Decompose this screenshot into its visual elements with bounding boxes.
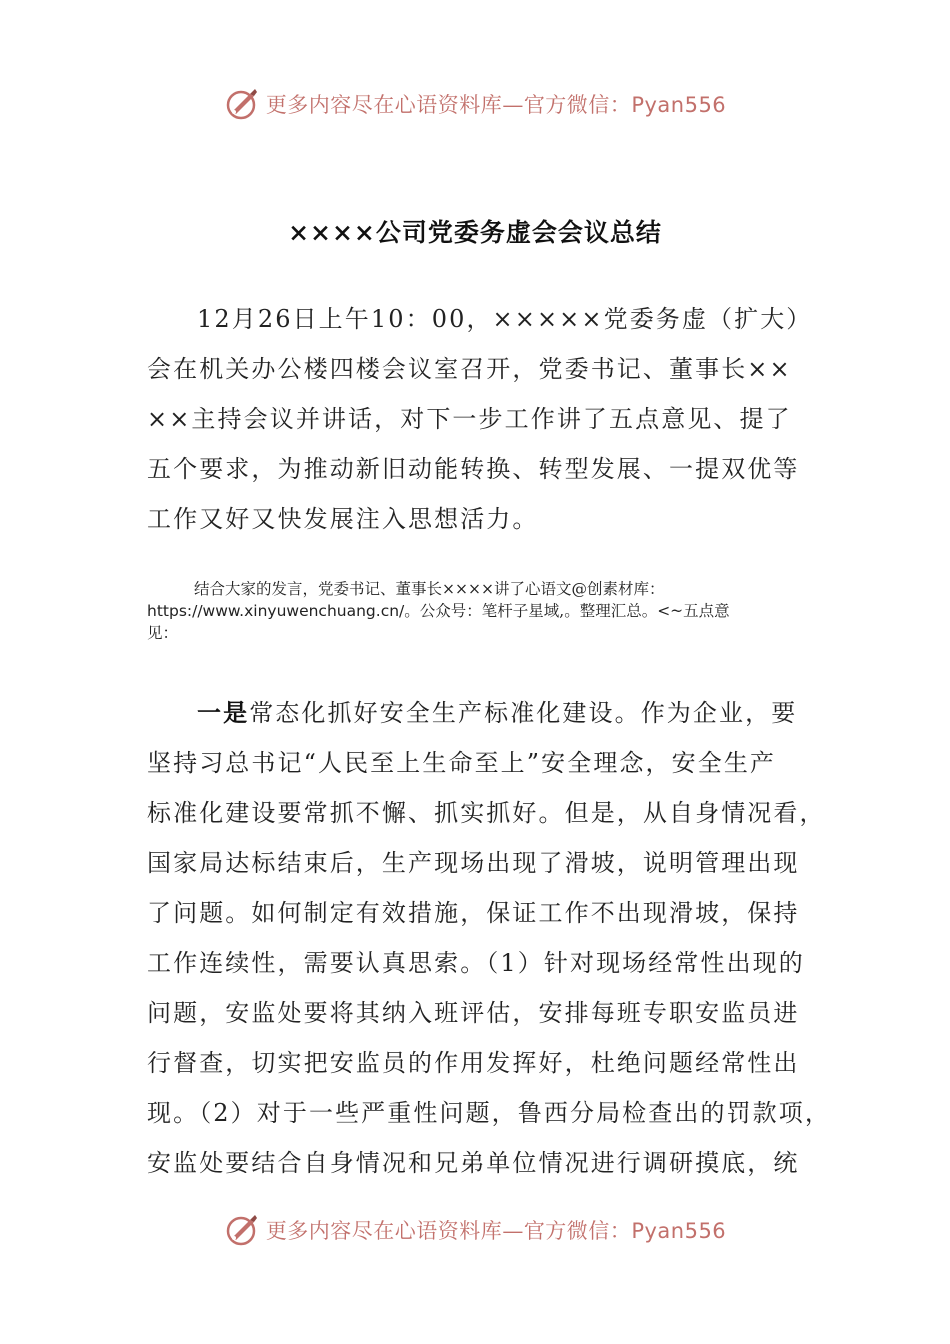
- banner-text: [266, 89, 726, 119]
- text-segment: 常态化抓好安全生产标准化建设。作为企业，要: [249, 699, 798, 727]
- banner-dash: —: [502, 1219, 524, 1243]
- text-line: 见：: [147, 624, 179, 642]
- text-line: 国家局达标结束后，生产现场出现了滑坡，说明管理出现: [147, 849, 800, 877]
- text-line: ××主持会议并讲话，对下一步工作讲了五点意见、提了: [147, 405, 792, 433]
- banner-main: 更多内容尽在心语资料库: [265, 1219, 503, 1243]
- text-line: 了问题。如何制定有效措施，保证工作不出现滑坡，保持: [147, 899, 800, 927]
- text-line: [147, 688, 812, 738]
- text-line: 安监处要结合自身情况和兄弟单位情况进行调研摸底，统: [147, 1149, 800, 1177]
- paragraph-intro: [147, 294, 812, 544]
- text-line: 坚持习总书记“人民至上生命至上”安全理念，安全生产: [147, 749, 777, 777]
- text-line: 会在机关办公楼四楼会议室召开，党委书记、董事长××: [147, 355, 792, 383]
- source-link[interactable]: https://www.xinyuwenchuang.cn/: [147, 602, 405, 620]
- banner-text: [266, 1215, 726, 1245]
- text-line: 现。（2）对于一些严重性问题，鲁西分局检查出的罚款项，: [147, 1099, 831, 1127]
- text-line: [147, 600, 817, 622]
- text-line: 12月26日上午10：00，×××××党委务虚（扩大）: [197, 305, 813, 333]
- footer-banner: [0, 1210, 950, 1250]
- text-line: 工作又好又快发展注入思想活力。: [147, 505, 539, 533]
- banner-official: 官方微信：: [523, 93, 632, 117]
- banner-wechat-id: Pyan556: [631, 93, 727, 117]
- paragraph-point-one: [147, 688, 831, 1188]
- banner-wechat-id: Pyan556: [631, 1219, 727, 1243]
- banner-official: 官方微信：: [523, 1219, 632, 1243]
- text-line: 行督查，切实把安监员的作用发挥好，杜绝问题经常性出: [147, 1049, 800, 1077]
- document-title: ××××公司党委务虚会会议总结: [288, 218, 662, 247]
- text-line: 五个要求，为推动新旧动能转换、转型发展、一提双优等: [147, 455, 800, 483]
- text-line: 问题，安监处要将其纳入班评估，安排每班专职安监员进: [147, 999, 800, 1027]
- text-line: 结合大家的发言，党委书记、董事长××××讲了心语文@创素材库：: [194, 580, 665, 598]
- pen-logo-icon: [224, 1212, 260, 1248]
- banner-main: 更多内容尽在心语资料库: [265, 93, 503, 117]
- pen-logo-icon: [224, 86, 260, 122]
- text-segment: 。公众号：笔杆子星域,。整理汇总。<~五点意: [404, 602, 730, 620]
- paragraph-transition: [147, 578, 817, 644]
- text-line: 工作连续性，需要认真思索。（1）针对现场经常性出现的: [147, 949, 805, 977]
- header-banner: [0, 84, 950, 124]
- text-line: 标准化建设要常抓不懈、抓实抓好。但是，从自身情况看，: [147, 799, 826, 827]
- banner-dash: —: [502, 93, 524, 117]
- point-lead: 一是: [197, 698, 250, 727]
